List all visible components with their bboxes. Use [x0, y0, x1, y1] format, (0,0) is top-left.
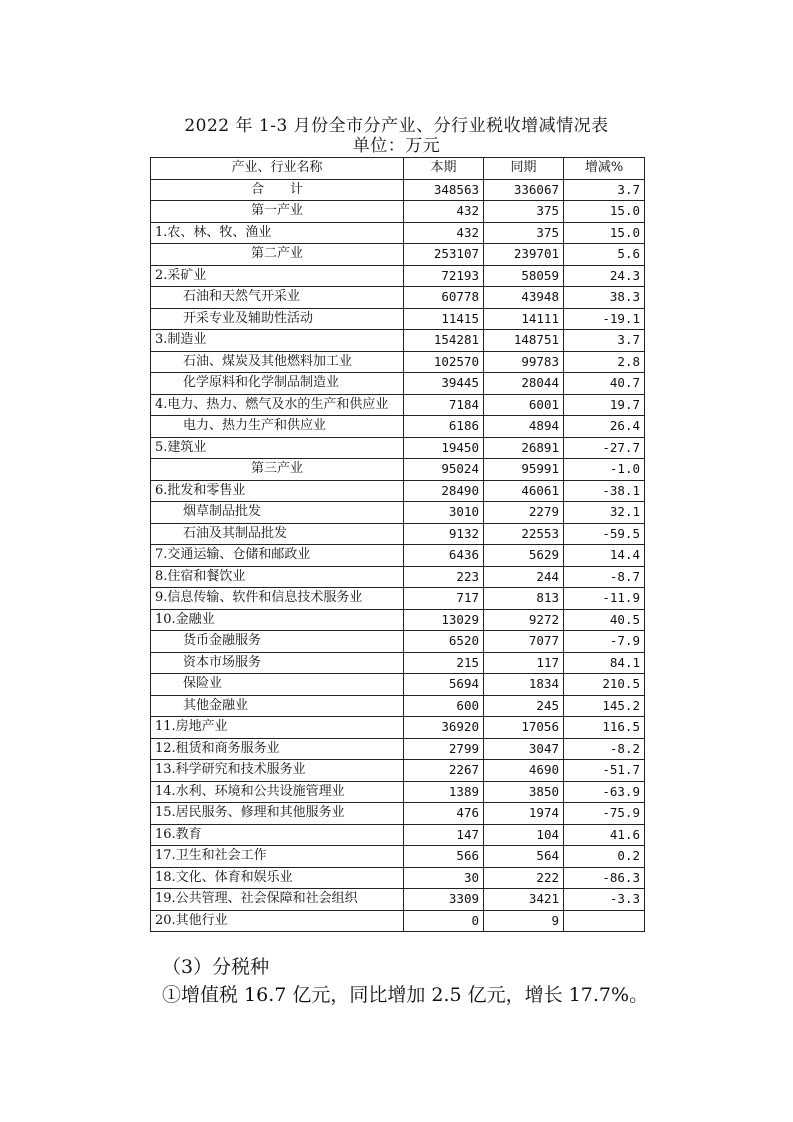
table-row: [151, 416, 645, 438]
table-row: [151, 760, 645, 782]
row-change-cell: 14.4: [564, 545, 645, 567]
row-previous-cell: 1834: [484, 674, 564, 696]
row-current-cell: 215: [404, 652, 484, 674]
row-name-cell: 化学原料和化学制品制造业: [151, 373, 404, 395]
row-name-cell: 13.科学研究和技术服务业: [151, 760, 404, 782]
row-previous-cell: 564: [484, 846, 564, 868]
row-previous-cell: 2279: [484, 502, 564, 524]
row-name-cell: 12.租赁和商务服务业: [151, 738, 404, 760]
table-row: [151, 695, 645, 717]
row-previous-cell: 3850: [484, 781, 564, 803]
row-current-cell: 3309: [404, 889, 484, 911]
tax-table: [150, 157, 645, 932]
row-name-cell: 6.批发和零售业: [151, 480, 404, 502]
row-change-cell: -59.5: [564, 523, 645, 545]
row-name-cell: 石油及其制品批发: [151, 523, 404, 545]
row-previous-cell: 222: [484, 867, 564, 889]
row-previous-cell: 148751: [484, 330, 564, 352]
row-current-cell: 6520: [404, 631, 484, 653]
row-previous-cell: 9: [484, 910, 564, 932]
row-change-cell: 2.8: [564, 351, 645, 373]
table-row: [151, 652, 645, 674]
row-previous-cell: 43948: [484, 287, 564, 309]
row-change-cell: 3.7: [564, 330, 645, 352]
row-previous-cell: 375: [484, 201, 564, 223]
row-previous-cell: 375: [484, 222, 564, 244]
row-name-cell: 20.其他行业: [151, 910, 404, 932]
row-previous-cell: 3047: [484, 738, 564, 760]
row-name-cell: 9.信息传输、软件和信息技术服务业: [151, 588, 404, 610]
row-name-cell: 第三产业: [151, 459, 404, 481]
row-change-cell: 38.3: [564, 287, 645, 309]
row-change-cell: -8.7: [564, 566, 645, 588]
row-current-cell: 432: [404, 201, 484, 223]
row-current-cell: 147: [404, 824, 484, 846]
row-name-cell: 烟草制品批发: [151, 502, 404, 524]
row-current-cell: 432: [404, 222, 484, 244]
row-name-cell: 合 计: [151, 179, 404, 201]
table-row: [151, 373, 645, 395]
row-name-cell: 其他金融业: [151, 695, 404, 717]
row-change-cell: -7.9: [564, 631, 645, 653]
section-heading: （3）分税种: [162, 956, 270, 978]
header-name: 产业、行业名称: [151, 158, 404, 180]
row-previous-cell: 46061: [484, 480, 564, 502]
row-change-cell: -11.9: [564, 588, 645, 610]
row-change-cell: 145.2: [564, 695, 645, 717]
row-previous-cell: 26891: [484, 437, 564, 459]
row-current-cell: 6186: [404, 416, 484, 438]
row-change-cell: -27.7: [564, 437, 645, 459]
table-row: [151, 588, 645, 610]
table-row: [151, 351, 645, 373]
row-current-cell: 95024: [404, 459, 484, 481]
row-current-cell: 0: [404, 910, 484, 932]
row-current-cell: 72193: [404, 265, 484, 287]
row-name-cell: 16.教育: [151, 824, 404, 846]
row-current-cell: 1389: [404, 781, 484, 803]
row-current-cell: 36920: [404, 717, 484, 739]
row-current-cell: 566: [404, 846, 484, 868]
row-previous-cell: 244: [484, 566, 564, 588]
row-current-cell: 30: [404, 867, 484, 889]
row-change-cell: -19.1: [564, 308, 645, 330]
table-row: [151, 201, 645, 223]
table-row: [151, 631, 645, 653]
row-change-cell: 3.7: [564, 179, 645, 201]
row-current-cell: 3010: [404, 502, 484, 524]
table-row: [151, 502, 645, 524]
row-change-cell: 19.7: [564, 394, 645, 416]
row-current-cell: 60778: [404, 287, 484, 309]
row-change-cell: 5.6: [564, 244, 645, 266]
row-name-cell: 18.文化、体育和娱乐业: [151, 867, 404, 889]
row-name-cell: 14.水利、环境和公共设施管理业: [151, 781, 404, 803]
table-row: [151, 846, 645, 868]
row-change-cell: [564, 910, 645, 932]
row-previous-cell: 5629: [484, 545, 564, 567]
row-current-cell: 13029: [404, 609, 484, 631]
row-change-cell: -51.7: [564, 760, 645, 782]
row-name-cell: 17.卫生和社会工作: [151, 846, 404, 868]
row-name-cell: 保险业: [151, 674, 404, 696]
row-name-cell: 石油、煤炭及其他燃料加工业: [151, 351, 404, 373]
row-change-cell: 15.0: [564, 222, 645, 244]
table-row: [151, 330, 645, 352]
row-name-cell: 4.电力、热力、燃气及水的生产和供应业: [151, 394, 404, 416]
row-name-cell: 第一产业: [151, 201, 404, 223]
row-previous-cell: 245: [484, 695, 564, 717]
row-name-cell: 货币金融服务: [151, 631, 404, 653]
table-row: [151, 437, 645, 459]
row-name-cell: 3.制造业: [151, 330, 404, 352]
table-row: [151, 179, 645, 201]
row-current-cell: 19450: [404, 437, 484, 459]
row-previous-cell: 1974: [484, 803, 564, 825]
row-change-cell: 32.1: [564, 502, 645, 524]
row-previous-cell: 14111: [484, 308, 564, 330]
table-row: [151, 244, 645, 266]
row-previous-cell: 6001: [484, 394, 564, 416]
row-current-cell: 253107: [404, 244, 484, 266]
row-current-cell: 2267: [404, 760, 484, 782]
row-change-cell: -75.9: [564, 803, 645, 825]
table-row: [151, 480, 645, 502]
row-change-cell: 15.0: [564, 201, 645, 223]
header-previous: 同期: [484, 158, 564, 180]
row-name-cell: 2.采矿业: [151, 265, 404, 287]
row-previous-cell: 22553: [484, 523, 564, 545]
row-change-cell: 0.2: [564, 846, 645, 868]
row-current-cell: 348563: [404, 179, 484, 201]
row-change-cell: 40.7: [564, 373, 645, 395]
row-current-cell: 6436: [404, 545, 484, 567]
table-row: [151, 566, 645, 588]
row-previous-cell: 336067: [484, 179, 564, 201]
row-name-cell: 5.建筑业: [151, 437, 404, 459]
row-previous-cell: 813: [484, 588, 564, 610]
table-row: [151, 222, 645, 244]
row-name-cell: 开采专业及辅助性活动: [151, 308, 404, 330]
table-header-row: [151, 158, 645, 180]
table-row: [151, 674, 645, 696]
row-current-cell: 476: [404, 803, 484, 825]
row-current-cell: 154281: [404, 330, 484, 352]
row-current-cell: 223: [404, 566, 484, 588]
row-current-cell: 28490: [404, 480, 484, 502]
row-current-cell: 9132: [404, 523, 484, 545]
row-name-cell: 11.房地产业: [151, 717, 404, 739]
row-change-cell: -3.3: [564, 889, 645, 911]
row-change-cell: 116.5: [564, 717, 645, 739]
row-name-cell: 电力、热力生产和供应业: [151, 416, 404, 438]
table-row: [151, 717, 645, 739]
row-previous-cell: 28044: [484, 373, 564, 395]
row-previous-cell: 117: [484, 652, 564, 674]
row-current-cell: 2799: [404, 738, 484, 760]
row-previous-cell: 95991: [484, 459, 564, 481]
row-previous-cell: 7077: [484, 631, 564, 653]
row-previous-cell: 239701: [484, 244, 564, 266]
row-current-cell: 7184: [404, 394, 484, 416]
header-change: 增减%: [564, 158, 645, 180]
row-previous-cell: 104: [484, 824, 564, 846]
row-change-cell: 41.6: [564, 824, 645, 846]
table-row: [151, 781, 645, 803]
table-row: [151, 609, 645, 631]
row-previous-cell: 58059: [484, 265, 564, 287]
table-row: [151, 545, 645, 567]
table-row: [151, 308, 645, 330]
table-row: [151, 910, 645, 932]
row-previous-cell: 17056: [484, 717, 564, 739]
row-change-cell: 84.1: [564, 652, 645, 674]
row-change-cell: -86.3: [564, 867, 645, 889]
table-unit: 单位：万元: [352, 136, 441, 156]
header-current: 本期: [404, 158, 484, 180]
row-name-cell: 第二产业: [151, 244, 404, 266]
row-previous-cell: 9272: [484, 609, 564, 631]
row-current-cell: 39445: [404, 373, 484, 395]
table-row: [151, 867, 645, 889]
row-change-cell: 210.5: [564, 674, 645, 696]
row-current-cell: 717: [404, 588, 484, 610]
row-change-cell: -63.9: [564, 781, 645, 803]
table-row: [151, 287, 645, 309]
row-name-cell: 资本市场服务: [151, 652, 404, 674]
row-previous-cell: 99783: [484, 351, 564, 373]
row-name-cell: 石油和天然气开采业: [151, 287, 404, 309]
row-change-cell: 26.4: [564, 416, 645, 438]
table-row: [151, 803, 645, 825]
table-title: 2022 年 1-3 月份全市分产业、分行业税收增减情况表: [184, 116, 609, 136]
row-change-cell: 24.3: [564, 265, 645, 287]
row-current-cell: 600: [404, 695, 484, 717]
table-row: [151, 459, 645, 481]
table-row: [151, 394, 645, 416]
row-name-cell: 19.公共管理、社会保障和社会组织: [151, 889, 404, 911]
row-previous-cell: 4894: [484, 416, 564, 438]
row-current-cell: 5694: [404, 674, 484, 696]
row-name-cell: 8.住宿和餐饮业: [151, 566, 404, 588]
row-change-cell: -38.1: [564, 480, 645, 502]
table-row: [151, 824, 645, 846]
row-name-cell: 7.交通运输、仓储和邮政业: [151, 545, 404, 567]
vat-paragraph: ①增值税 16.7 亿元，同比增加 2.5 亿元，增长 17.7%。: [162, 984, 649, 1006]
table-row: [151, 738, 645, 760]
row-change-cell: -1.0: [564, 459, 645, 481]
row-previous-cell: 3421: [484, 889, 564, 911]
row-name-cell: 10.金融业: [151, 609, 404, 631]
row-change-cell: -8.2: [564, 738, 645, 760]
table-row: [151, 889, 645, 911]
table-row: [151, 265, 645, 287]
table-row: [151, 523, 645, 545]
row-change-cell: 40.5: [564, 609, 645, 631]
row-previous-cell: 4690: [484, 760, 564, 782]
row-name-cell: 15.居民服务、修理和其他服务业: [151, 803, 404, 825]
row-current-cell: 102570: [404, 351, 484, 373]
row-current-cell: 11415: [404, 308, 484, 330]
row-name-cell: 1.农、林、牧、渔业: [151, 222, 404, 244]
